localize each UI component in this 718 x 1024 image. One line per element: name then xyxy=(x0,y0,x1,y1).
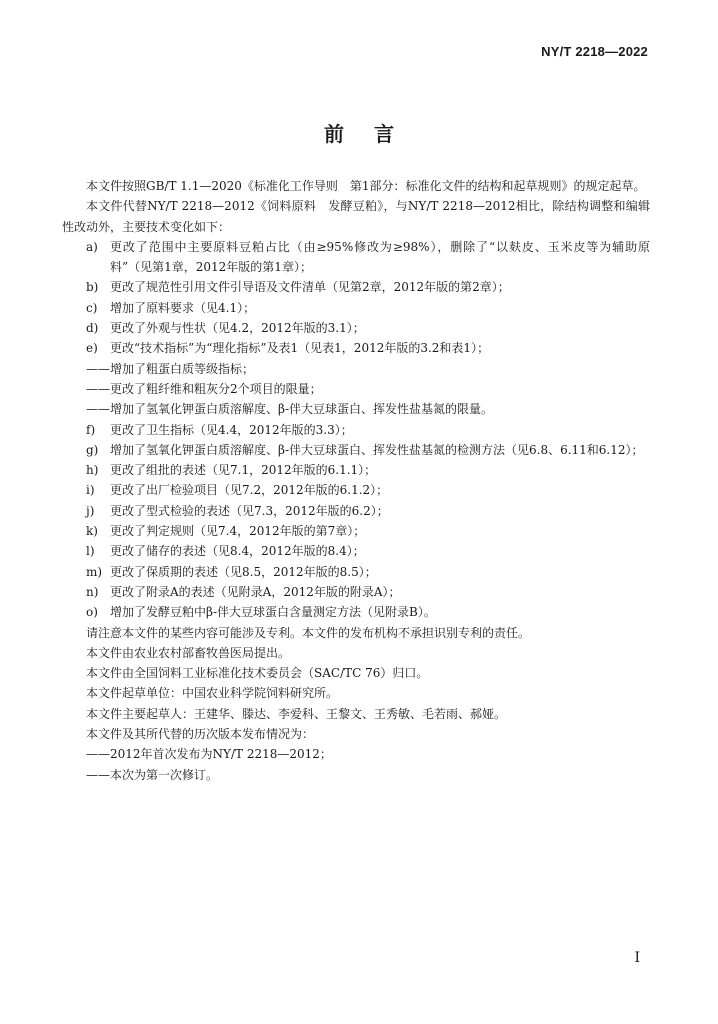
list-item-text: 更改了组批的表述（见7.1，2012年版的6.1.1）； xyxy=(110,463,377,478)
sub-change-item: ——增加了氢氧化钾蛋白质溶解度、β-伴大豆球蛋白、挥发性盐基氮的限量。 xyxy=(86,402,493,417)
list-item-text: 增加了发酵豆粕中β-伴大豆球蛋白含量测定方法（见附录B）。 xyxy=(110,605,436,620)
list-item-text: 更改了储存的表述（见8.4，2012年版的8.4）； xyxy=(110,544,365,559)
list-marker: m) xyxy=(86,564,103,579)
list-marker: i) xyxy=(86,483,95,498)
page-number: I xyxy=(634,950,640,966)
list-item xyxy=(62,521,650,541)
outro-paragraph: 本文件及其所代替的历次版本发布情况为： xyxy=(86,727,315,742)
list-item-text: 增加了氢氧化钾蛋白质溶解度、β-伴大豆球蛋白、挥发性盐基氮的检测方法（见6.8、6.11和6.12）； xyxy=(110,442,644,457)
foreword-body xyxy=(62,176,650,785)
history-item: ——本次为第一次修订。 xyxy=(86,767,219,782)
outro-paragraph: 请注意本文件的某些内容可能涉及专利。本文件的发布机构不承担识别专利的责任。 xyxy=(86,625,531,640)
list-item xyxy=(62,460,650,480)
outro-paragraph: 本文件主要起草人：王建华、滕达、李爱科、王黎文、王秀敏、毛若雨、郝娅。 xyxy=(86,706,507,721)
list-item xyxy=(62,582,650,602)
list-item xyxy=(62,501,650,521)
list-item-text: 更改了型式检验的表述（见7.3，2012年版的6.2）； xyxy=(110,503,389,518)
list-item xyxy=(62,420,650,440)
outro-paragraph: 本文件起草单位：中国农业科学院饲料研究所。 xyxy=(86,686,339,701)
list-item xyxy=(62,541,650,561)
list-item-text: 更改了判定规则（见7.4，2012年版的第7章）； xyxy=(110,524,366,539)
intro-paragraph: 本文件代替NY/T 2218—2012《饲料原料 发酵豆粕》，与NY/T 2218—2012相比，除结构调整和编辑性改动外，主要技术变化如下： xyxy=(62,199,650,234)
list-marker: f) xyxy=(86,422,96,437)
list-marker: k) xyxy=(86,524,98,539)
list-marker: a) xyxy=(86,239,98,254)
list-marker: g) xyxy=(86,442,99,457)
list-item-text: 更改了附录A的表述（见附录A，2012年版的附录A）； xyxy=(110,584,401,599)
list-item xyxy=(62,440,650,460)
list-item-text: 更改了出厂检验项目（见7.2，2012年版的6.1.2）； xyxy=(110,483,389,498)
sub-change-item: ——增加了粗蛋白质等级指标； xyxy=(86,361,255,376)
intro-paragraph: 本文件按照GB/T 1.1—2020《标准化工作导则 第1部分：标准化文件的结构和起草规则》的规定起草。 xyxy=(86,179,646,193)
list-item xyxy=(62,480,650,500)
list-marker: j) xyxy=(86,503,95,518)
list-marker: d) xyxy=(86,321,99,336)
list-item xyxy=(62,298,650,318)
list-item-text: 更改“技术指标”为“理化指标”及表1（见表1，2012年版的3.2和表1）； xyxy=(110,341,490,356)
list-marker: n) xyxy=(86,584,99,599)
standard-code: NY/T 2218—2022 xyxy=(541,44,648,59)
outro-paragraph: 本文件由全国饲料工业标准化技术委员会（SAC/TC 76）归口。 xyxy=(86,666,429,681)
list-item xyxy=(62,602,650,622)
list-item xyxy=(62,237,650,278)
list-marker: o) xyxy=(86,605,98,620)
list-marker: l) xyxy=(86,544,95,559)
list-marker: b) xyxy=(86,280,99,295)
list-item xyxy=(62,318,650,338)
history-item: ——2012年首次发布为NY/T 2218—2012； xyxy=(86,747,332,762)
sub-change-item: ——更改了粗纤维和粗灰分2个项目的限量； xyxy=(86,381,322,396)
list-item xyxy=(62,338,650,358)
list-item-text: 更改了保质期的表述（见8.5，2012年版的8.5）； xyxy=(110,564,377,579)
list-item-text: 更改了范围中主要原料豆粕占比（由≥95%修改为≥98%），删除了“以麸皮、玉米皮等为辅助原料”（见第1章，2012年版的第1章）； xyxy=(110,239,650,275)
list-item-text: 更改了外观与性状（见4.2，2012年版的3.1）； xyxy=(110,321,365,336)
outro-paragraph: 本文件由农业农村部畜牧兽医局提出。 xyxy=(86,645,291,660)
page-title: 前言 xyxy=(324,122,424,146)
list-item-text: 增加了原料要求（见4.1）； xyxy=(110,300,256,315)
list-item-text: 更改了卫生指标（见4.4，2012年版的3.3）； xyxy=(110,422,353,437)
list-item-text: 更改了规范性引用文件引导语及文件清单（见第2章，2012年版的第2章）； xyxy=(110,280,510,295)
list-item xyxy=(62,562,650,582)
list-marker: h) xyxy=(86,463,99,478)
list-marker: e) xyxy=(86,341,98,356)
list-item xyxy=(62,277,650,297)
list-marker: c) xyxy=(86,300,98,315)
